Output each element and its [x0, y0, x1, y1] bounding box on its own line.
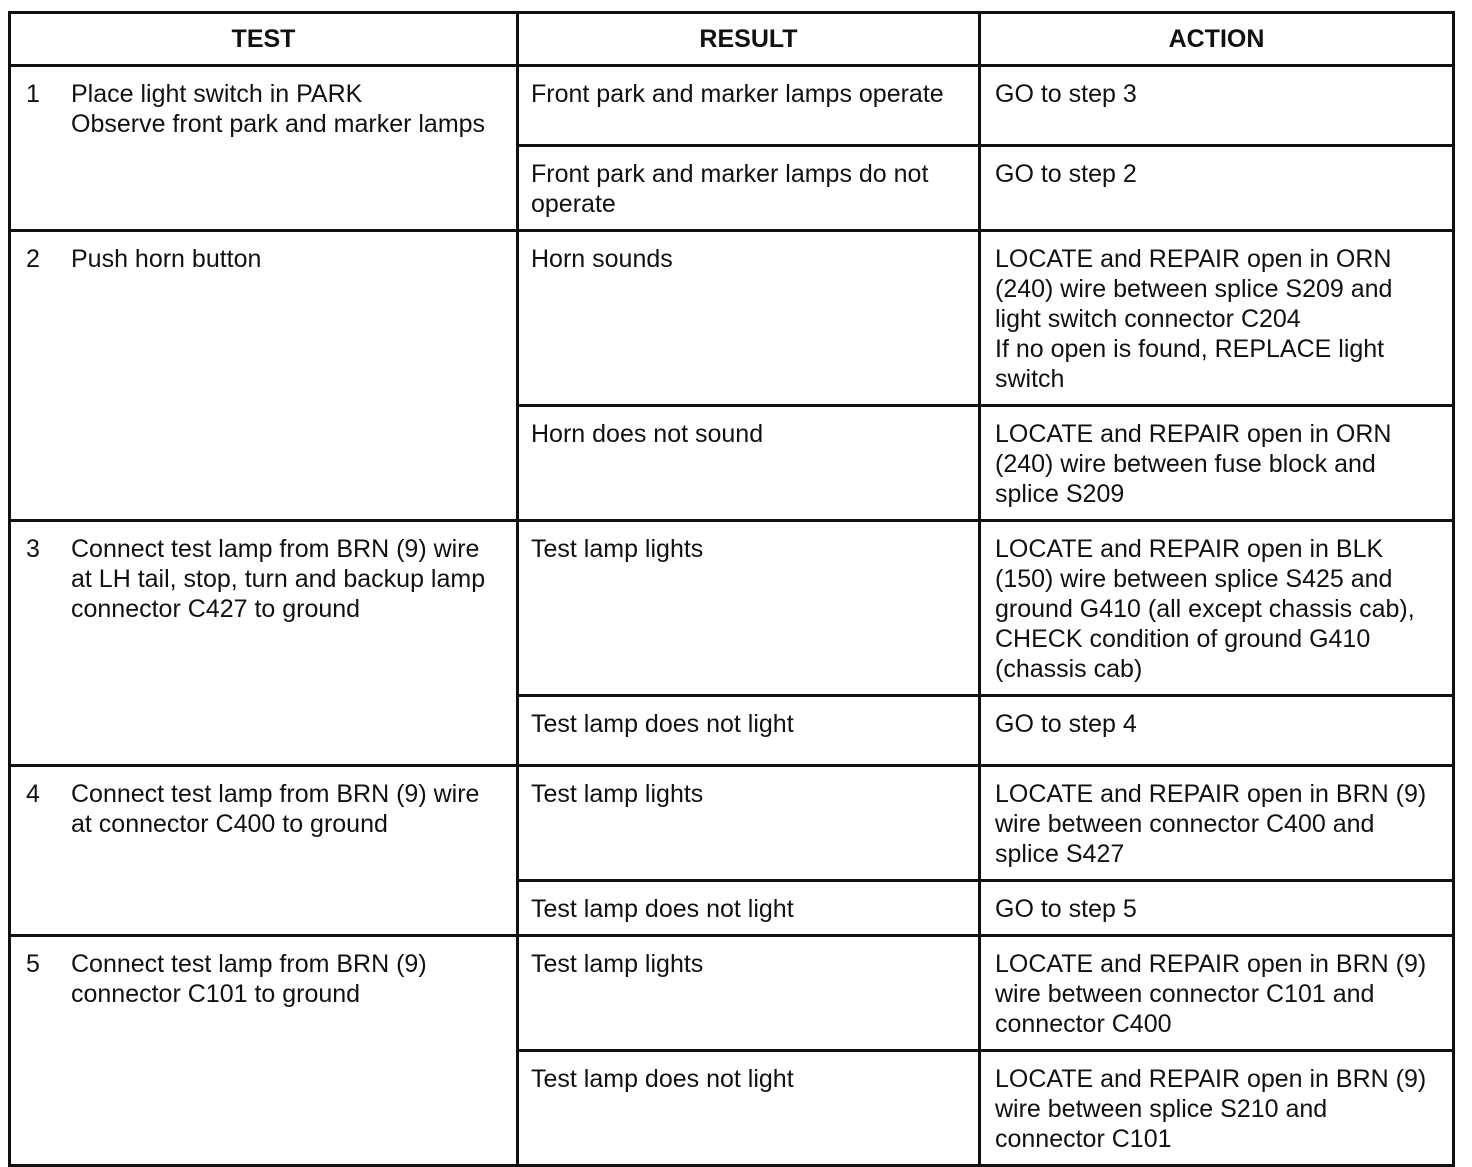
- result-cell: [518, 406, 980, 521]
- test-cell-step-2: [10, 231, 518, 521]
- result-cell: [518, 1051, 980, 1166]
- test-description: Place light switch in PARK Observe front park and marker lamps: [71, 80, 486, 138]
- action-text: GO to step 3: [995, 80, 1137, 108]
- action-cell: [980, 521, 1454, 696]
- result-text: Test lamp does not light: [531, 895, 794, 923]
- test-description: Push horn button: [71, 245, 262, 273]
- result-cell: [518, 146, 980, 231]
- header-result: RESULT: [518, 13, 980, 66]
- action-cell: [980, 936, 1454, 1051]
- table-row: [10, 936, 1454, 1051]
- result-cell: [518, 766, 980, 881]
- action-text: LOCATE and REPAIR open in ORN (240) wire between splice S209 and light switch connector C204 If no open is found, REPLACE light switch: [995, 245, 1393, 393]
- test-cell-step-5: [10, 936, 518, 1166]
- action-text: LOCATE and REPAIR open in BRN (9) wire between connector C400 and splice S427: [995, 780, 1427, 868]
- action-text: GO to step 4: [995, 710, 1137, 738]
- action-text: LOCATE and REPAIR open in BRN (9) wire between connector C101 and connector C400: [995, 950, 1427, 1038]
- result-text: Test lamp lights: [531, 950, 704, 978]
- result-text: Horn sounds: [531, 245, 673, 273]
- test-cell-step-1: [10, 66, 518, 231]
- action-cell: [980, 696, 1454, 766]
- step-number: 2: [26, 245, 40, 273]
- test-description: Connect test lamp from BRN (9) connector C101 to ground: [71, 950, 427, 1008]
- action-text: LOCATE and REPAIR open in ORN (240) wire between fuse block and splice S209: [995, 420, 1392, 508]
- result-cell: [518, 881, 980, 936]
- test-cell-step-4: [10, 766, 518, 936]
- result-cell: [518, 66, 980, 146]
- action-cell: [980, 146, 1454, 231]
- action-text: GO to step 2: [995, 160, 1137, 188]
- result-cell: [518, 696, 980, 766]
- step-number: 4: [26, 780, 40, 808]
- header-action: ACTION: [980, 13, 1454, 66]
- result-text: Horn does not sound: [531, 420, 764, 448]
- action-text: LOCATE and REPAIR open in BLK (150) wire between splice S425 and ground G410 (all except chassis cab), CHECK condition of ground G410 (chassis cab): [995, 535, 1415, 683]
- step-number: 1: [26, 80, 40, 108]
- table-row: [10, 766, 1454, 881]
- action-text: GO to step 5: [995, 895, 1137, 923]
- action-text: LOCATE and REPAIR open in BRN (9) wire between splice S210 and connector C101: [995, 1065, 1427, 1153]
- table-row: [10, 521, 1454, 696]
- table-row: [10, 66, 1454, 146]
- action-cell: [980, 231, 1454, 406]
- diagnostic-table: [8, 11, 1455, 1167]
- result-text: Test lamp lights: [531, 780, 704, 808]
- header-row: [10, 13, 1454, 66]
- step-number: 3: [26, 535, 40, 563]
- header-test: TEST: [10, 13, 518, 66]
- action-cell: [980, 66, 1454, 146]
- action-cell: [980, 766, 1454, 881]
- result-cell: [518, 521, 980, 696]
- result-text: Test lamp lights: [531, 535, 704, 563]
- result-text: Test lamp does not light: [531, 1065, 794, 1093]
- table-row: [10, 231, 1454, 406]
- result-cell: [518, 936, 980, 1051]
- result-text: Test lamp does not light: [531, 710, 794, 738]
- result-text: Front park and marker lamps do not operate: [531, 160, 929, 218]
- action-cell: [980, 1051, 1454, 1166]
- action-cell: [980, 406, 1454, 521]
- action-cell: [980, 881, 1454, 936]
- result-cell: [518, 231, 980, 406]
- test-description: Connect test lamp from BRN (9) wire at connector C400 to ground: [71, 780, 480, 838]
- test-description: Connect test lamp from BRN (9) wire at LH tail, stop, turn and backup lamp connector C427 to ground: [71, 535, 486, 623]
- step-number: 5: [26, 950, 40, 978]
- test-cell-step-3: [10, 521, 518, 766]
- result-text: Front park and marker lamps operate: [531, 80, 944, 108]
